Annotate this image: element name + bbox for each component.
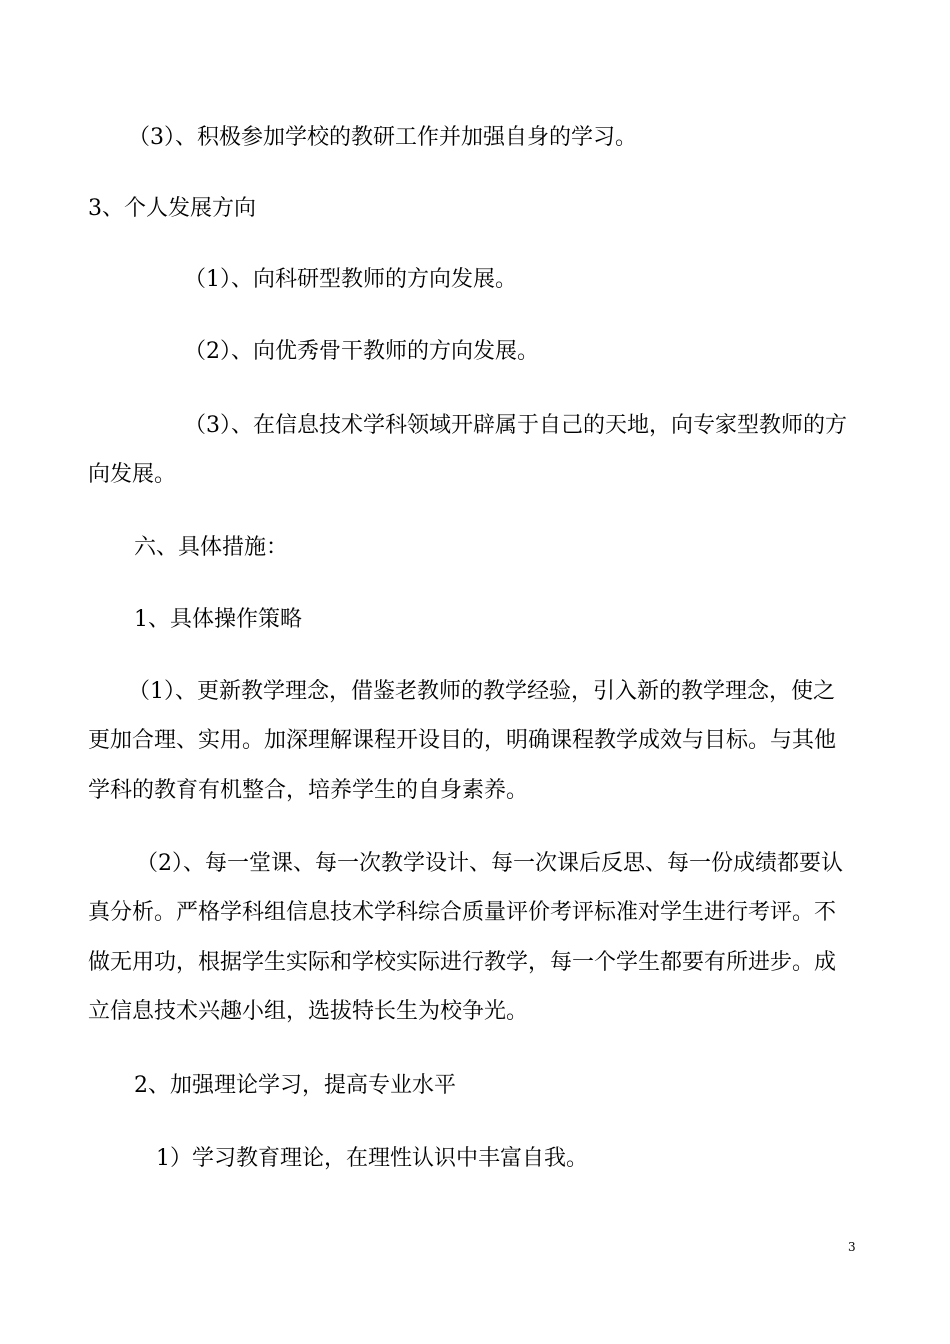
strategy-2-line-1: （2）、每一堂课、每一次教学设计、每一次课后反思、每一份成绩都要认 [136, 851, 843, 876]
strategy-2-line-2: 真分析。严格学科组信息技术学科综合质量评价考评标准对学生进行考评。不 [88, 900, 837, 925]
strategy-1-line-3: 学科的教育有机整合，培养学生的自身素养。 [88, 778, 529, 803]
strategy-2-line-4: 立信息技术兴趣小组，选拔特长生为校争光。 [88, 999, 529, 1024]
list-item-research-teacher: （1）、向科研型教师的方向发展。 [184, 267, 517, 292]
subheading-theory-study: 2、加强理论学习，提高专业水平 [134, 1073, 456, 1098]
theory-study-item-1: 1）学习教育理论，在理性认识中丰富自我。 [156, 1146, 588, 1171]
strategy-1-line-2: 更加合理、实用。加深理解课程开设目的，明确课程教学成效与目标。与其他 [88, 728, 837, 753]
list-item-backbone-teacher: （2）、向优秀骨干教师的方向发展。 [184, 339, 539, 364]
strategy-2-line-3: 做无用功，根据学生实际和学校实际进行教学，每一个学生都要有所进步。成 [88, 950, 837, 975]
section-heading-personal-development: 3、个人发展方向 [88, 196, 256, 221]
strategy-1-line-1: （1）、更新教学理念，借鉴老教师的教学经验，引入新的教学理念，使之 [128, 679, 835, 704]
section-heading-measures: 六、具体措施： [134, 535, 289, 560]
paragraph-3-study: （3）、积极参加学校的教研工作并加强自身的学习。 [128, 125, 637, 150]
page-number: 3 [848, 1240, 856, 1254]
list-item-expert-teacher-line-2: 向发展。 [88, 462, 177, 487]
subheading-operation-strategy: 1、具体操作策略 [134, 607, 302, 632]
list-item-expert-teacher-line-1: （3）、在信息技术学科领域开辟属于自己的天地，向专家型教师的方 [184, 413, 847, 438]
